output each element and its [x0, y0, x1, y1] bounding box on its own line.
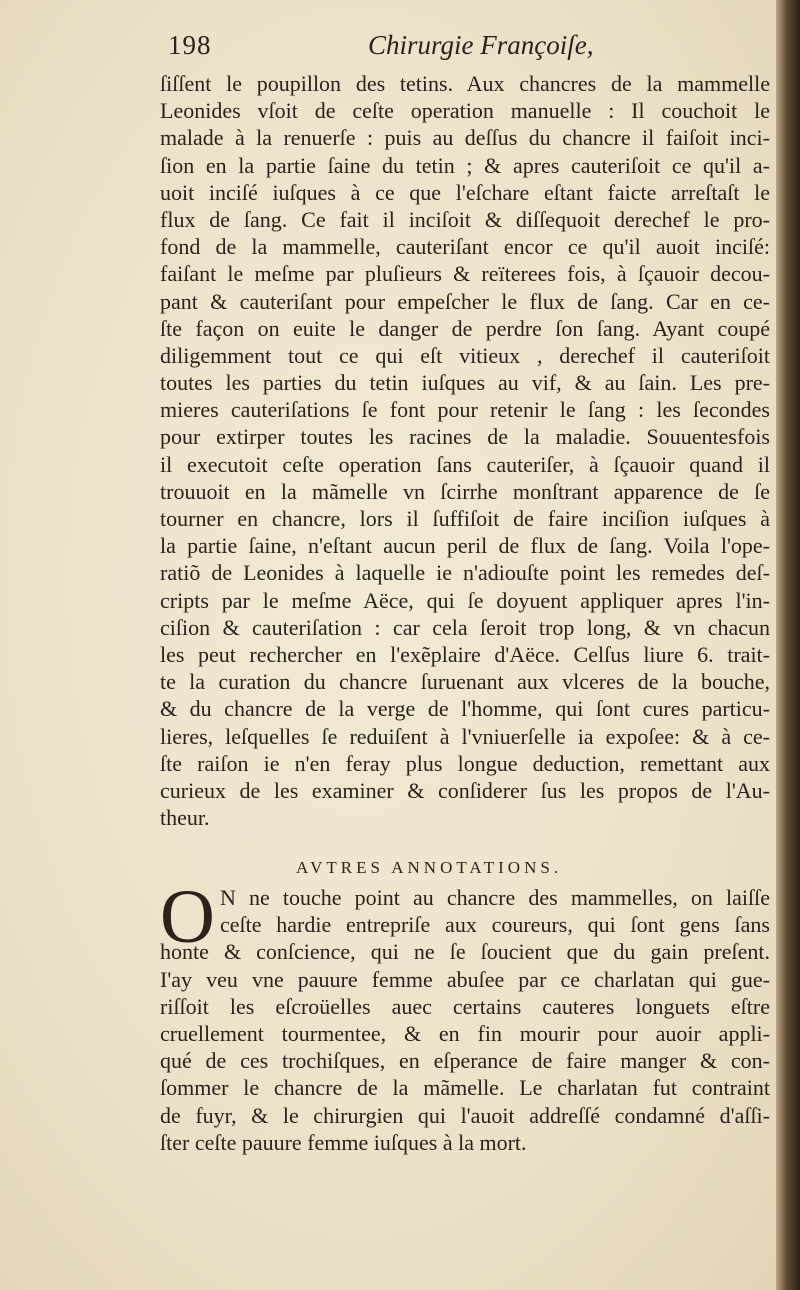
page-number: 198 — [168, 30, 212, 60]
text-line: ratiõ de Leonides à laquelle ie n'adiouſte point les remedes deſ- — [160, 560, 770, 586]
text-line: faiſant le meſme par pluſieurs & reïterees fois, à ſçauoir decou- — [160, 261, 770, 287]
text-line: ſommer le chancre de la mãmelle. Le charlatan fut contraint — [160, 1075, 770, 1101]
text-line: ciſion & cauteriſation : car cela ſeroit trop long, & vn chacun — [160, 614, 770, 640]
text-line: N ne touche point au chancre des mammelles, on laiſſe — [220, 885, 770, 910]
text-line: mieres cauteriſations ſe font pour retenir le ſang : les ſecondes — [160, 397, 770, 423]
text-line: de fuyr, & le chirurgien qui l'auoit addreſſé condamné d'aſſi- — [160, 1102, 770, 1128]
text-line: malade à la renuerſe : puis au deſſus du chancre il faiſoit inci- — [160, 125, 770, 151]
text-line: cripts par le meſme Aëce, qui ſe doyuent appliquer apres l'in- — [160, 587, 770, 613]
text-line: ſte raiſon ie n'en feray plus longue deduction, remettant aux — [160, 750, 770, 776]
text-line: pant & cauteriſant pour empeſcher le flux de ſang. Car en ce- — [160, 288, 770, 314]
text-line: ſion en la partie ſaine du tetin ; & apres cauteriſoit ce qu'il a- — [160, 152, 770, 178]
running-head — [168, 30, 608, 70]
text-line: & du chancre de la verge de l'homme, qui ſont cures particu- — [160, 696, 770, 722]
text-line: honte & conſcience, qui ne ſe ſoucient que du gain preſent. — [160, 939, 770, 965]
text-line: tourner en chancre, lors il ſuffiſoit de faire inciſion iuſques à — [160, 506, 770, 531]
text-line: ſte façon on euite le danger de perdre ſon ſang. Ayant coupé — [160, 315, 770, 341]
text-line: pour extirper toutes les racines de la maladie. Souuentesfois — [160, 424, 770, 450]
text-line: toutes les parties du tetin iuſques au vif, & au ſain. Les pre- — [160, 370, 770, 396]
text-line: fond de la mammelle, cauteriſant encor ce qu'il auoit inciſé: — [160, 234, 770, 260]
text-line: riſſoit les eſcroüelles auec certains cauteres longuets eſtre — [160, 993, 770, 1019]
paragraph-1 — [160, 70, 770, 831]
text-line: theur. — [160, 805, 210, 831]
section-heading: AVTRES ANNOTATIONS. — [296, 858, 563, 877]
text-line: il executoit ceſte operation ſans cauteriſer, à ſçauoir quand il — [160, 451, 770, 477]
text-line: Leonides vſoit de ceſte operation manuelle : Il couchoit le — [160, 98, 770, 124]
text-line: flux de ſang. Ce fait il inciſoit & diſſequoit derechef le pro- — [160, 206, 770, 232]
text-line: diligemment tout ce qui eſt vitieux , derechef il cauteriſoit — [160, 342, 770, 368]
text-line: te la curation du chancre ſuruenant aux vlceres de la bouche, — [160, 669, 770, 695]
text-line: les peut rechercher en l'exẽplaire d'Aëce. Celſus liure 6. trait- — [160, 641, 770, 667]
text-line: qué de ces trochiſques, en eſperance de faire manger & con- — [160, 1048, 770, 1074]
text-line: ſter ceſte pauure femme iuſques à la mort. — [160, 1129, 527, 1155]
drop-cap: O — [160, 875, 215, 959]
text-line: curieux de les examiner & conſiderer ſus les propos de l'Au- — [160, 777, 770, 803]
text-line: ſiſſent le poupillon des tetins. Aux chancres de la mammelle — [160, 71, 770, 96]
paragraph-2 — [160, 875, 770, 1155]
running-title: Chirurgie Françoiſe, — [368, 30, 594, 60]
text-line: trouuoit en la mãmelle vn ſcirrhe monſtrant apparence de ſe — [160, 478, 770, 504]
text-line: I'ay veu vne pauure femme abuſee par ce charlatan qui gue- — [160, 966, 770, 992]
book-spine-edge — [776, 0, 800, 1290]
text-line: lieres, leſquelles ſe reduiſent à l'vniuerſelle ia expoſee: & à ce- — [160, 723, 770, 749]
text-line: ceſte hardie entrepriſe aux coureurs, qui ſont gens ſans — [220, 912, 770, 938]
text-line: uoit inciſé iuſques à ce que l'eſchare eſtant faicte arreſtaſt le — [160, 179, 770, 205]
text-line: cruellement tourmentee, & en fin mourir pour auoir appli- — [160, 1020, 770, 1046]
text-line: la partie ſaine, n'eſtant aucun peril de flux de ſang. Voila l'ope- — [160, 533, 770, 559]
